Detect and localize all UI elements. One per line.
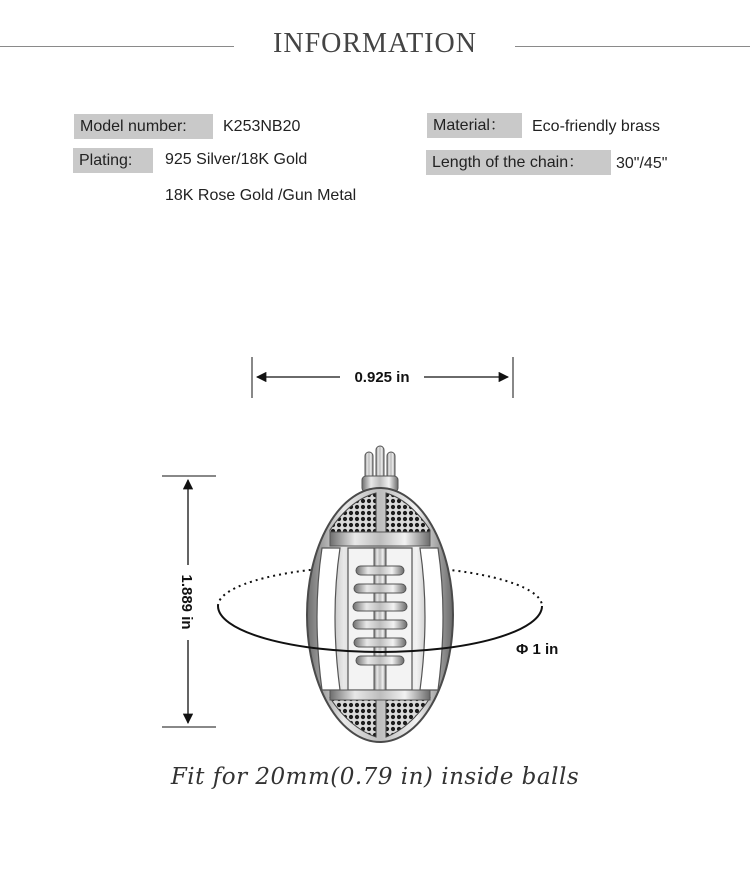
width-label: 0.925 in <box>354 369 410 386</box>
material-value: Eco-friendly brass <box>532 118 661 135</box>
material-label: Material： <box>427 113 522 138</box>
model-number-value: K253NB20 <box>223 118 301 135</box>
chain-length-value: 30"/45" <box>616 155 668 172</box>
height-dimension <box>162 476 216 727</box>
plating-value-line-2: 18K Rose Gold /Gun Metal <box>165 187 357 204</box>
width-dimension <box>252 357 513 398</box>
model-number-label: Model number: <box>74 114 213 139</box>
chain-length-label: Length of the chain： <box>426 150 611 175</box>
page-title: INFORMATION <box>273 28 477 59</box>
height-label: 1.889 in <box>178 574 195 630</box>
plating-value-line-1: 925 Silver/18K Gold <box>165 151 308 168</box>
fit-caption: Fit for 20mm(0.79 in) inside balls <box>170 764 580 790</box>
ball-diameter-label: Φ 1 in <box>516 641 559 658</box>
plating-label: Plating: <box>73 148 153 173</box>
football-cage-pendant-icon <box>307 446 453 742</box>
